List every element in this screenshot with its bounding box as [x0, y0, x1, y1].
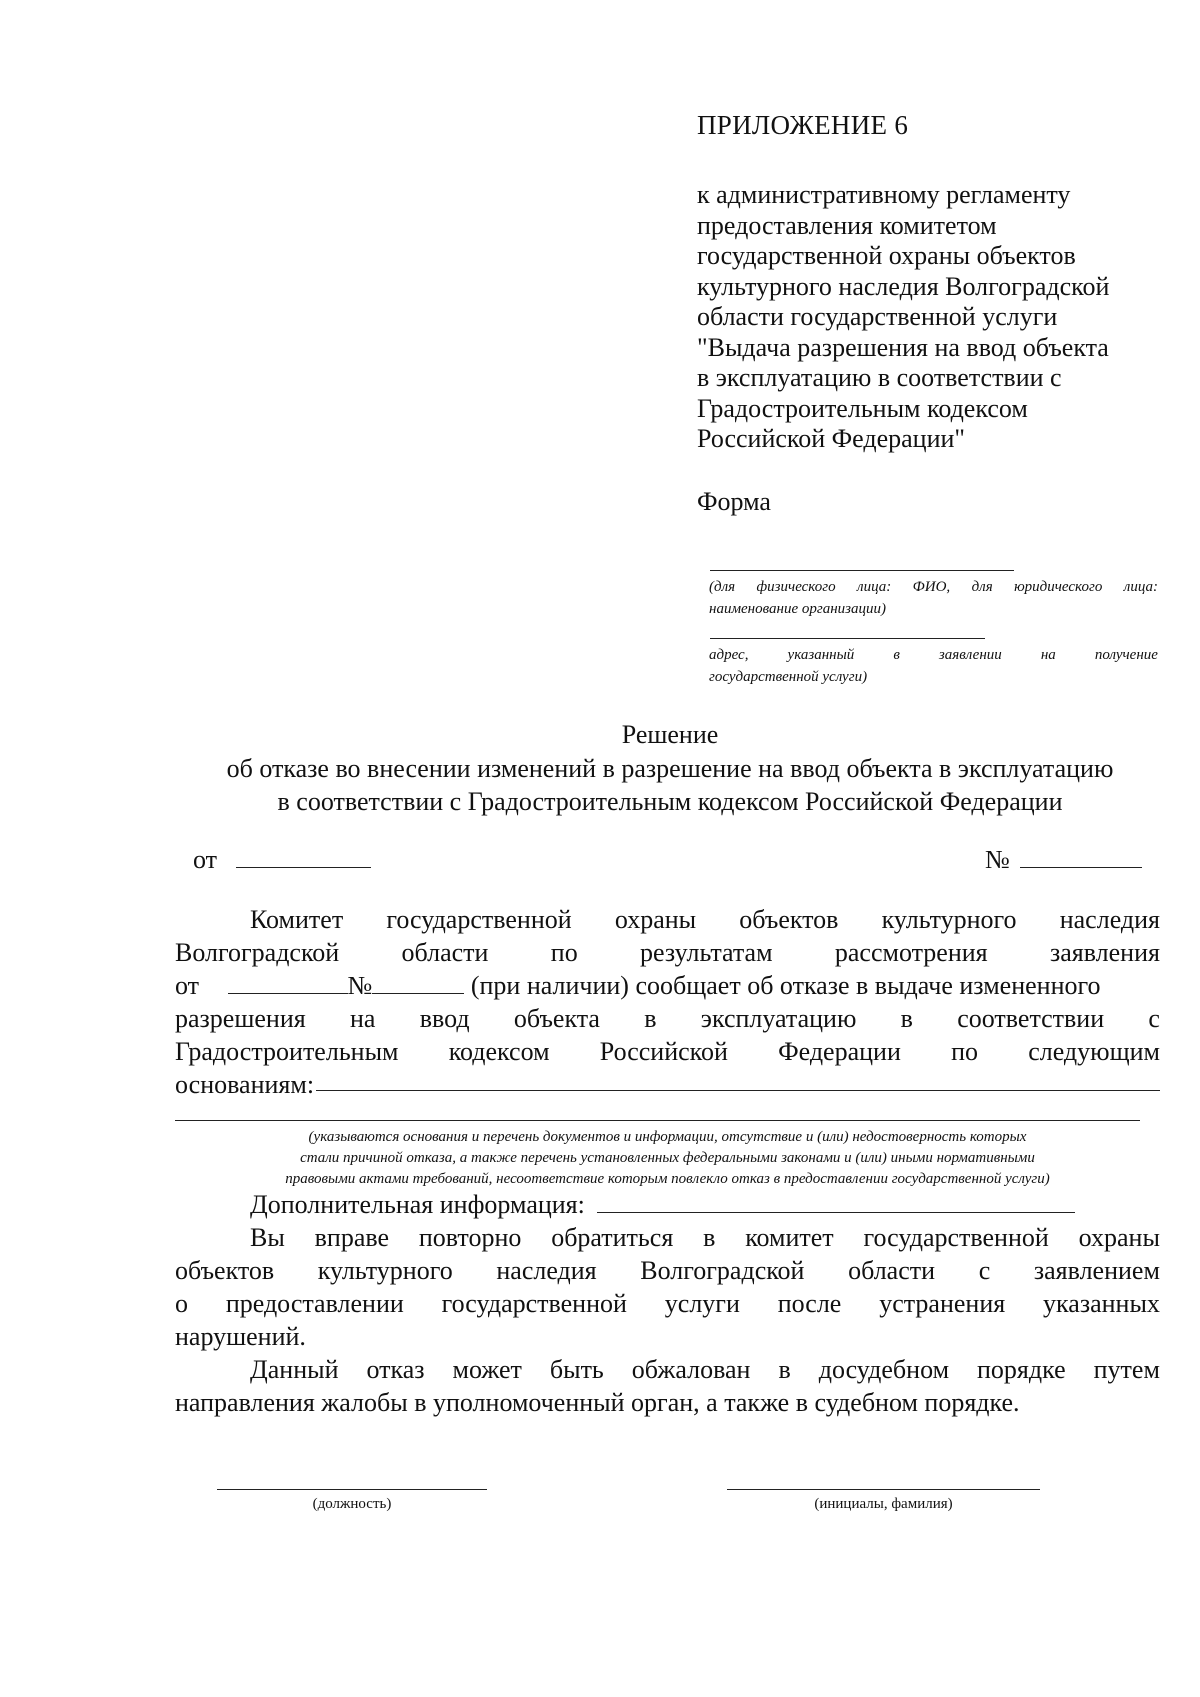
word: области — [401, 938, 489, 967]
appendix-line: в эксплуатацию в соответствии с — [697, 363, 1062, 392]
word: от — [175, 971, 200, 1000]
word: эксплуатацию — [700, 1004, 857, 1033]
caption-word: юридического — [1014, 579, 1103, 595]
caption-word: адрес, — [709, 647, 749, 663]
decision-subtitle-line1: об отказе во внесении изменений в разрешение на ввод объекта в эксплуатацию — [226, 754, 1114, 783]
word: услуги — [664, 1289, 740, 1318]
word: обжалован — [631, 1355, 751, 1384]
appendix-title: ПРИЛОЖЕНИЕ 6 — [697, 110, 909, 140]
caption-word: указанный — [787, 647, 855, 663]
grounds-footnote — [175, 1127, 1160, 1190]
recipient-address-line — [710, 638, 985, 639]
recipient-address-caption-line1 — [709, 644, 1158, 666]
grounds-blank-line — [316, 1068, 1160, 1091]
word: рассмотрения — [834, 938, 988, 967]
recipient-address-caption — [709, 644, 1158, 688]
recipient-name-caption-line2: наименование организации) — [709, 601, 887, 617]
recipient-address-caption-line2: государственной услуги) — [709, 669, 868, 685]
word: наследия — [496, 1256, 597, 1285]
form-label: Форма — [697, 487, 771, 516]
word: соответствии — [957, 1004, 1105, 1033]
word: кодексом — [448, 1037, 550, 1066]
footnote-line: стали причиной отказа, а также перечень установленных федеральными законами и (или) иными нормативными — [300, 1150, 1035, 1166]
body-line3-rest: (при наличии) сообщает об отказе в выдаче измененного — [470, 971, 1101, 1000]
word: путем — [1093, 1355, 1160, 1384]
word: № — [347, 971, 373, 1000]
body-line — [175, 1068, 1160, 1101]
word: Комитет — [250, 905, 344, 934]
word: объекта — [513, 1004, 600, 1033]
number-prefix: № — [985, 845, 1010, 874]
appendix-line: "Выдача разрешения на ввод объекта — [697, 332, 1109, 362]
application-date-blank — [228, 971, 348, 994]
body-line — [175, 1002, 1160, 1035]
appendix-line: к административному регламенту — [697, 180, 1071, 209]
decision-subtitle-line2: в соответствии с Градостроительным кодексом Российской Федерации — [277, 787, 1063, 816]
word: культурного — [317, 1256, 453, 1285]
body-line — [175, 936, 1160, 969]
body-line — [250, 1353, 1160, 1386]
word: Федерации — [778, 1037, 901, 1066]
word: ввод — [419, 1004, 470, 1033]
word: основаниям: — [175, 1070, 315, 1099]
caption-word: физического — [756, 579, 836, 595]
caption-word: ФИО, — [912, 579, 951, 595]
body-line — [175, 1287, 1160, 1320]
date-blank-line — [236, 845, 371, 868]
word: отказ — [366, 1355, 425, 1384]
body-line — [175, 1320, 1160, 1353]
appendix-line: предоставления комитетом — [697, 210, 997, 240]
caption-word: (для — [709, 579, 736, 595]
decision-date-row — [193, 845, 371, 875]
word: быть — [549, 1355, 604, 1384]
appendix-description — [697, 180, 1167, 455]
word: государственной — [863, 1223, 1049, 1252]
word: культурного — [881, 905, 1017, 934]
word: порядке — [977, 1355, 1066, 1384]
word: следующим — [1028, 1037, 1160, 1066]
word: охраны — [1078, 1223, 1160, 1252]
caption-word: лица: — [1123, 579, 1158, 595]
application-number-blank — [372, 971, 464, 994]
recipient-name-caption — [709, 576, 1158, 620]
number-blank-line — [1020, 845, 1142, 868]
word: заявлением — [1033, 1256, 1160, 1285]
body-line — [175, 1035, 1160, 1068]
decision-number-row — [985, 845, 1142, 875]
caption-word: на — [1040, 647, 1056, 663]
word: области — [848, 1256, 936, 1285]
word: Российской — [599, 1037, 728, 1066]
additional-info-blank-line — [597, 1190, 1075, 1213]
word: в — [778, 1355, 791, 1384]
word: комитет — [745, 1223, 834, 1252]
word: после — [777, 1289, 842, 1318]
body-line — [175, 1254, 1160, 1287]
footnote-line: правовыми актами требований, несоответствие которым повлекло отказ в предоставлении государственной услуги) — [285, 1171, 1050, 1187]
word: в — [644, 1004, 657, 1033]
appendix-line: области государственной услуги — [697, 302, 1058, 331]
word: досудебном — [818, 1355, 950, 1384]
recipient-name-caption-line1 — [709, 576, 1158, 598]
body-line — [175, 969, 1160, 1002]
position-caption: (должность) — [312, 1496, 392, 1512]
word: Волгоградской — [175, 938, 340, 967]
word: объектов — [175, 1256, 275, 1285]
appendix-line: Градостроительным кодексом — [697, 393, 1028, 423]
name-caption: (инициалы, фамилия) — [814, 1496, 953, 1512]
word: с — [978, 1256, 991, 1285]
word: результатам — [640, 938, 773, 967]
caption-word: для — [971, 579, 993, 595]
word: Вы — [250, 1223, 285, 1252]
decision-title: Решение — [621, 720, 719, 749]
caption-word: лица: — [857, 579, 892, 595]
appendix-line: культурного наследия Волгоградской — [697, 271, 1110, 301]
word: вправе — [314, 1223, 390, 1252]
word: по — [550, 938, 578, 967]
word: о — [175, 1289, 188, 1318]
word: государственной — [386, 905, 572, 934]
additional-info-label: Дополнительная информация: — [250, 1190, 585, 1219]
additional-info-row — [250, 1188, 1160, 1221]
position-signature-line — [217, 1489, 487, 1490]
word: государственной — [441, 1289, 627, 1318]
word: охраны — [614, 905, 697, 934]
appendix-line: Российской Федерации" — [697, 424, 966, 453]
word: в — [900, 1004, 913, 1033]
date-prefix: от — [193, 845, 218, 874]
word: предоставлении — [225, 1289, 404, 1318]
word: повторно — [418, 1223, 522, 1252]
word: устранения — [879, 1289, 1006, 1318]
word: Данный — [250, 1355, 339, 1384]
appendix-line: государственной охраны объектов — [697, 241, 1076, 270]
word: разрешения — [175, 1004, 306, 1033]
word: объектов — [739, 905, 839, 934]
word: на — [349, 1004, 376, 1033]
caption-word: получение — [1094, 647, 1158, 663]
word: Волгоградской — [640, 1256, 805, 1285]
grounds-continuation-line — [175, 1120, 1140, 1121]
word: указанных — [1043, 1289, 1160, 1318]
footnote-line: (указываются основания и перечень документов и информации, отсутствие и (или) недостоверность которых — [308, 1129, 1027, 1145]
body-line — [250, 1221, 1160, 1254]
caption-word: заявлении — [938, 647, 1002, 663]
word: направления жалобы в уполномоченный орган, а также в судебном порядке. — [175, 1388, 1020, 1417]
word: заявления — [1049, 938, 1160, 967]
body-line — [250, 903, 1160, 936]
body-line — [175, 1386, 1160, 1419]
word: может — [452, 1355, 522, 1384]
word: нарушений. — [175, 1322, 306, 1351]
word: Градостроительным — [175, 1037, 399, 1066]
word: по — [951, 1037, 979, 1066]
caption-word: в — [893, 647, 900, 663]
recipient-name-line — [710, 570, 1014, 571]
word: с — [1148, 1004, 1160, 1033]
word: обратиться — [551, 1223, 674, 1252]
word: в — [703, 1223, 716, 1252]
name-signature-line — [727, 1489, 1040, 1490]
decision-subtitle — [175, 752, 1165, 818]
word: наследия — [1059, 905, 1160, 934]
